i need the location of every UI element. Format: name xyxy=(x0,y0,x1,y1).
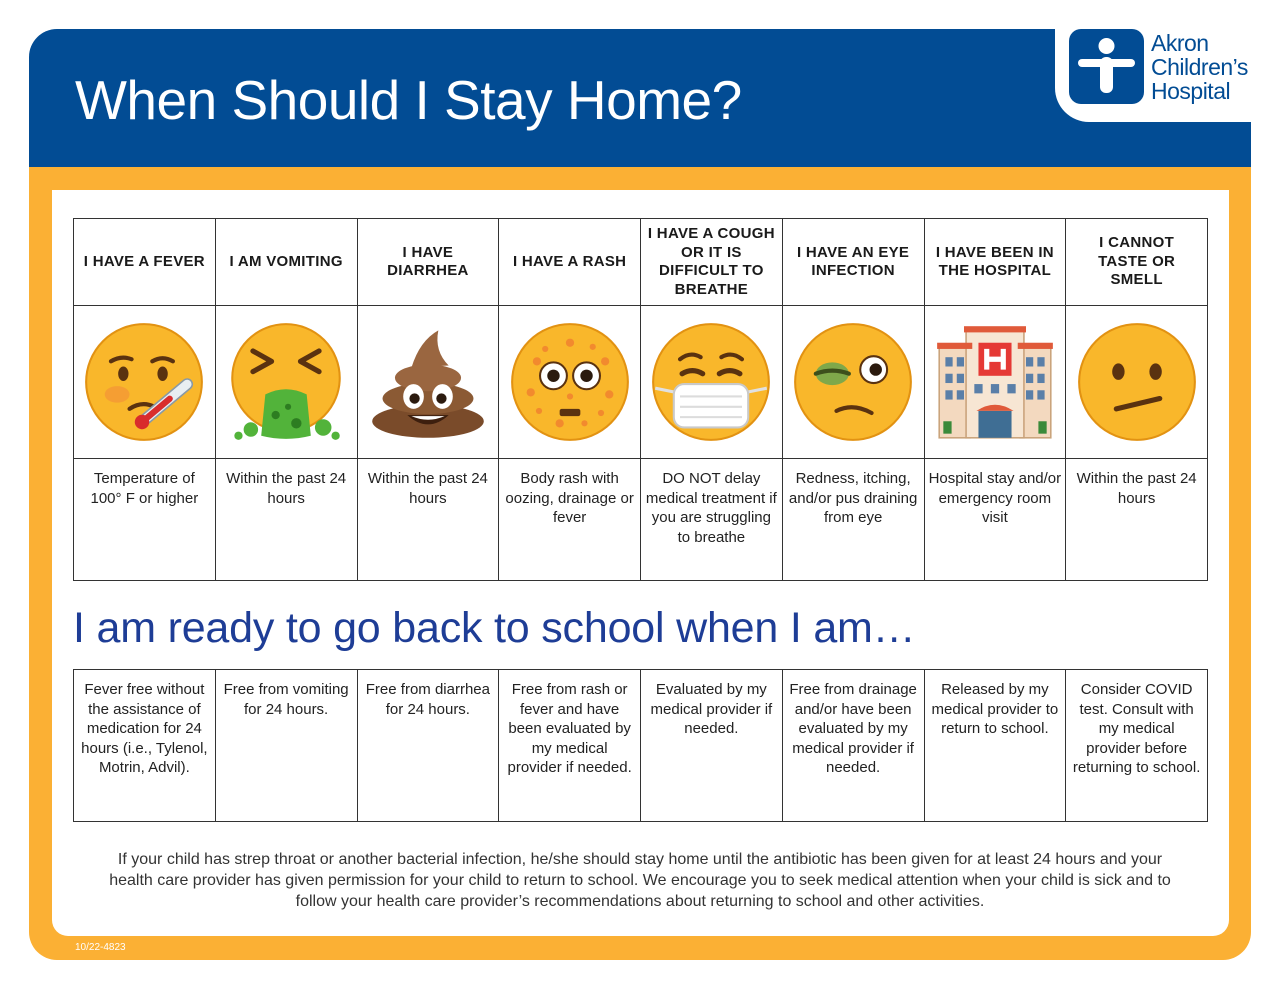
symptom-detail: Body rash with oozing, drainage or fever xyxy=(499,459,641,581)
symptom-header: I HAVE A RASH xyxy=(499,219,641,306)
symptom-detail: DO NOT delay medical treatment if you are struggling to breathe xyxy=(641,459,783,581)
hospital-logo-text xyxy=(1151,31,1248,103)
hospital-icon xyxy=(933,320,1057,444)
return-criteria: Fever free without the assistance of medication for 24 hours (i.e., Tylenol, Motrin, Advil). xyxy=(74,670,216,822)
return-criteria: Free from drainage and/or have been evaluated by my medical provider if needed. xyxy=(782,670,924,822)
document-code: 10/22-4823 xyxy=(75,942,126,953)
symptom-detail-row xyxy=(74,459,1208,581)
symptom-header: I AM VOMITING xyxy=(215,219,357,306)
symptom-header: I HAVE DIARRHEA xyxy=(357,219,499,306)
poop-icon xyxy=(366,320,490,444)
symptom-header: I HAVE A COUGH OR IT IS DIFFICULT TO BREATHE xyxy=(641,219,783,306)
page-title: When Should I Stay Home? xyxy=(75,69,742,131)
return-criteria-row xyxy=(74,670,1208,822)
eye-infection-face-icon xyxy=(791,320,915,444)
symptom-header: I CANNOT TASTE OR SMELL xyxy=(1066,219,1208,306)
symptom-detail: Within the past 24 hours xyxy=(215,459,357,581)
emoji-cell xyxy=(357,306,499,459)
mask-face-icon xyxy=(649,320,773,444)
return-criteria: Evaluated by my medical provider if needed. xyxy=(641,670,783,822)
emoji-cell xyxy=(215,306,357,459)
logo-line: Hospital xyxy=(1151,78,1231,104)
symptom-detail: Within the past 24 hours xyxy=(357,459,499,581)
footer-note: If your child has strep throat or another bacterial infection, he/she should stay home until the antibiotic has been given for at least 24 hours and your health care provider has given permission for your child to return to school. We encourage you to seek medical attention when your child is sick and to follow your health care provider’s recommendations about returning to school and other activities. xyxy=(109,851,1171,910)
emoji-cell xyxy=(924,306,1066,459)
symptom-emoji-row xyxy=(74,306,1208,459)
return-subheading: I am ready to go back to school when I am… xyxy=(73,604,916,652)
return-criteria: Free from vomiting for 24 hours. xyxy=(215,670,357,822)
emoji-cell xyxy=(74,306,216,459)
emoji-cell xyxy=(1066,306,1208,459)
emoji-cell xyxy=(782,306,924,459)
symptom-header-row xyxy=(74,219,1208,306)
emoji-cell xyxy=(499,306,641,459)
return-criteria: Free from rash or fever and have been evaluated by my medical provider if needed. xyxy=(499,670,641,822)
symptom-detail: Within the past 24 hours xyxy=(1066,459,1208,581)
vomiting-face-icon xyxy=(224,320,348,444)
symptom-header: I HAVE A FEVER xyxy=(74,219,216,306)
return-criteria: Consider COVID test. Consult with my medical provider before returning to school. xyxy=(1066,670,1208,822)
thermometer-face-icon xyxy=(82,320,206,444)
symptom-detail: Temperature of 100° F or higher xyxy=(74,459,216,581)
logo-line: Children’s xyxy=(1151,54,1248,80)
return-criteria: Free from diarrhea for 24 hours. xyxy=(357,670,499,822)
symptom-detail: Hospital stay and/or emergency room visit xyxy=(924,459,1066,581)
symptom-header: I HAVE BEEN IN THE HOSPITAL xyxy=(924,219,1066,306)
symptom-header: I HAVE AN EYE INFECTION xyxy=(782,219,924,306)
neutral-face-icon xyxy=(1075,320,1199,444)
hospital-logo-icon xyxy=(1069,29,1144,104)
emoji-cell xyxy=(641,306,783,459)
rash-face-icon xyxy=(508,320,632,444)
symptom-detail: Redness, itching, and/or pus draining from eye xyxy=(782,459,924,581)
symptom-table xyxy=(73,218,1208,581)
logo-line: Akron xyxy=(1151,30,1209,56)
return-criteria: Released by my medical provider to return to school. xyxy=(924,670,1066,822)
return-criteria-table xyxy=(73,669,1208,822)
